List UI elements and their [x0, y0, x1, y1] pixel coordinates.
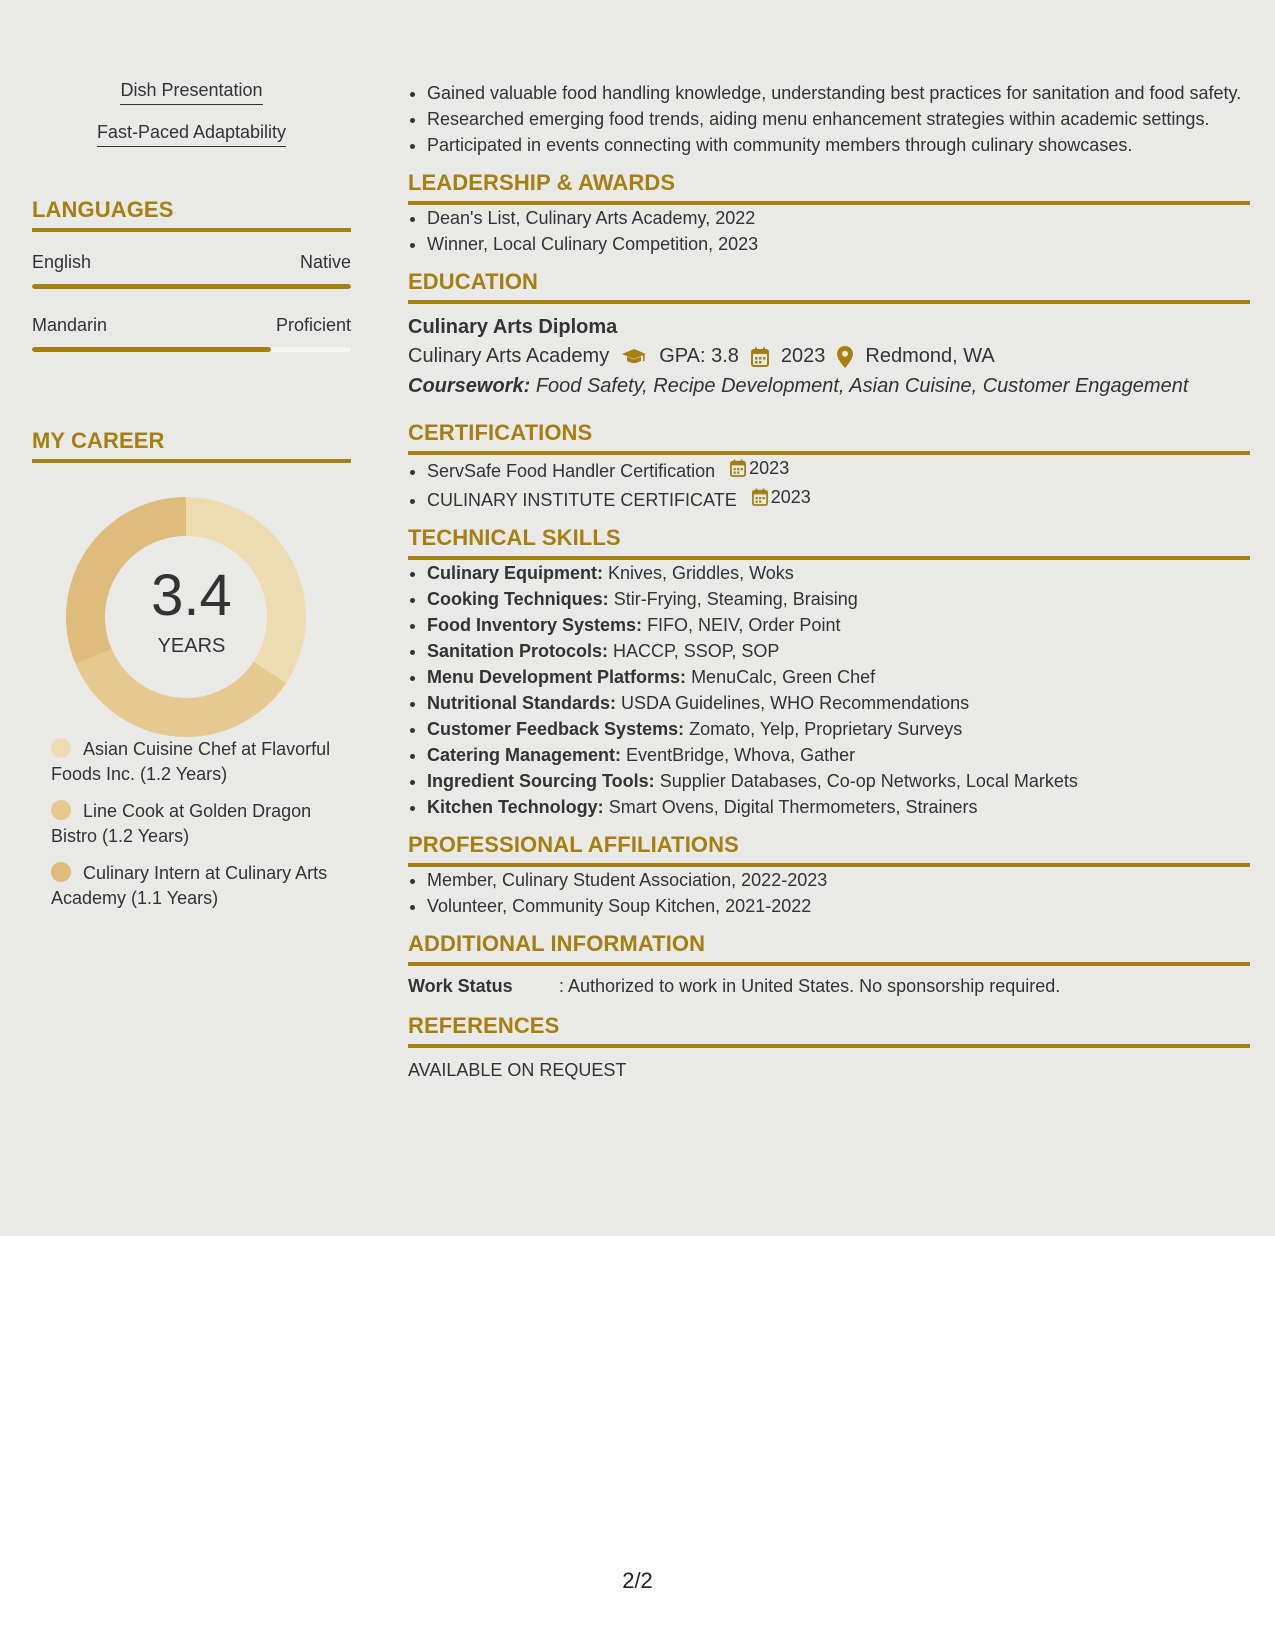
- education-year: 2023: [780, 345, 826, 367]
- skill-label: Kitchen Technology:: [427, 797, 604, 817]
- list-item: [427, 586, 1250, 612]
- main-content: [408, 80, 1250, 1081]
- skill-value: Stir-Frying, Steaming, Braising: [613, 589, 858, 609]
- language-row: [32, 315, 351, 336]
- skill-tag: Fast-Paced Adaptability: [97, 122, 286, 147]
- legend-dot: [51, 800, 71, 820]
- skill-label: Sanitation Protocols:: [427, 641, 609, 661]
- calendar-icon: [752, 488, 768, 506]
- list-item: [427, 560, 1250, 586]
- list-item: [427, 638, 1250, 664]
- education-gpa: GPA: 3.8: [659, 345, 739, 367]
- technical-skills-list: [408, 560, 1250, 820]
- calendar-icon: [751, 347, 769, 367]
- career-legend: [32, 737, 351, 911]
- career-total: 3.4: [151, 563, 232, 628]
- certification-name: CULINARY INSTITUTE CERTIFICATE: [427, 490, 737, 510]
- skill-value: FIFO, NEIV, Order Point: [647, 615, 841, 635]
- list-item: [427, 742, 1250, 768]
- list-item: [427, 484, 1250, 513]
- language-level: Native: [299, 252, 351, 272]
- legend-dot: [51, 862, 71, 882]
- career-donut: [32, 497, 351, 737]
- certifications-heading: CERTIFICATIONS: [408, 420, 1250, 455]
- language-bar-fill: [32, 347, 271, 352]
- skill-label: Ingredient Sourcing Tools:: [427, 771, 655, 791]
- language-name: English: [32, 252, 92, 272]
- graduation-cap-icon: [621, 348, 647, 366]
- skill-tags: [32, 80, 351, 164]
- legend-dot: [51, 738, 71, 758]
- skill-label: Nutritional Standards:: [427, 693, 617, 713]
- skill-label: Menu Development Platforms:: [427, 667, 687, 687]
- education-degree: Culinary Arts Diploma: [408, 316, 618, 338]
- calendar-icon: [730, 459, 746, 477]
- skill-value: Smart Ovens, Digital Thermometers, Strainers: [608, 797, 978, 817]
- list-item: [427, 768, 1250, 794]
- certification-year: 2023: [749, 458, 790, 478]
- list-item: • Dean's List, Culinary Arts Academy, 2022: [427, 205, 1250, 231]
- career-legend-item: [51, 799, 331, 849]
- list-item: • Volunteer, Community Soup Kitchen, 2021-2022: [427, 893, 1250, 919]
- list-item: [427, 690, 1250, 716]
- skill-label: Catering Management:: [427, 745, 622, 765]
- references-text: AVAILABLE ON REQUEST: [408, 1060, 627, 1080]
- career-heading: MY CAREER: [32, 428, 351, 463]
- list-item: [427, 612, 1250, 638]
- skill-value: EventBridge, Whova, Gather: [626, 745, 856, 765]
- skill-value: Supplier Databases, Co-op Networks, Local Markets: [659, 771, 1078, 791]
- languages-heading: LANGUAGES: [32, 197, 351, 232]
- work-status-label: Work Status: [408, 976, 513, 996]
- certifications-list: [408, 455, 1250, 513]
- education-heading: EDUCATION: [408, 269, 1250, 304]
- list-item: • Winner, Local Culinary Competition, 2023: [427, 231, 1250, 257]
- language-row: [32, 252, 351, 273]
- language-name: Mandarin: [32, 315, 108, 335]
- work-status-value: : Authorized to work in United States. No sponsorship required.: [559, 976, 1061, 996]
- technical-skills-heading: TECHNICAL SKILLS: [408, 525, 1250, 560]
- skill-label: Food Inventory Systems:: [427, 615, 643, 635]
- list-item: [427, 455, 1250, 484]
- certification-year: 2023: [770, 487, 811, 507]
- education-coursework: [408, 375, 1250, 398]
- career-legend-label: Culinary Intern at Culinary Arts Academy (1.1 Years): [51, 863, 328, 908]
- education-school: Culinary Arts Academy: [408, 345, 610, 367]
- career-unit: YEARS: [157, 635, 226, 657]
- list-item: [427, 794, 1250, 820]
- career-legend-label: Asian Cuisine Chef at Flavorful Foods Inc. (1.2 Years): [51, 739, 331, 784]
- experience-bullets: [408, 80, 1250, 158]
- skill-label: Cooking Techniques:: [427, 589, 609, 609]
- list-item: • Researched emerging food trends, aiding menu enhancement strategies within academic settings.: [427, 106, 1250, 132]
- list-item: • Gained valuable food handling knowledge, understanding best practices for sanitation and food safety.: [427, 80, 1250, 106]
- work-status-row: [408, 976, 1250, 997]
- references-heading: REFERENCES: [408, 1013, 1250, 1048]
- affiliations-heading: PROFESSIONAL AFFILIATIONS: [408, 832, 1250, 867]
- location-pin-icon: [837, 346, 853, 368]
- list-item: • Participated in events connecting with community members through culinary showcases.: [427, 132, 1250, 158]
- skill-label: Customer Feedback Systems:: [427, 719, 685, 739]
- list-item: [427, 664, 1250, 690]
- leadership-heading: LEADERSHIP & AWARDS: [408, 170, 1250, 205]
- skill-value: MenuCalc, Green Chef: [691, 667, 876, 687]
- additional-info-heading: ADDITIONAL INFORMATION: [408, 931, 1250, 966]
- language-bar: [32, 284, 351, 289]
- leadership-list: [408, 205, 1250, 257]
- skill-value: USDA Guidelines, WHO Recommendations: [621, 693, 970, 713]
- skill-label: Culinary Equipment:: [427, 563, 604, 583]
- certification-name: ServSafe Food Handler Certification: [427, 461, 716, 481]
- page-number: 2/2: [622, 1568, 653, 1593]
- career-legend-item: [51, 737, 331, 787]
- education-location: Redmond, WA: [865, 345, 995, 367]
- language-bar: [32, 347, 351, 352]
- education-details: [408, 345, 1250, 368]
- language-bar-fill: [32, 284, 351, 289]
- sidebar: [32, 80, 351, 923]
- coursework-value: Food Safety, Recipe Development, Asian Cuisine, Customer Engagement: [535, 375, 1189, 397]
- language-level: Proficient: [275, 315, 351, 335]
- skill-tag: Dish Presentation: [120, 80, 262, 105]
- skill-value: Zomato, Yelp, Proprietary Surveys: [689, 719, 963, 739]
- list-item: [427, 716, 1250, 742]
- career-legend-item: [51, 861, 331, 911]
- skill-value: HACCP, SSOP, SOP: [613, 641, 780, 661]
- coursework-label: Coursework:: [408, 375, 531, 397]
- skill-value: Knives, Griddles, Woks: [608, 563, 794, 583]
- affiliations-list: [408, 867, 1250, 919]
- list-item: • Member, Culinary Student Association, 2022-2023: [427, 867, 1250, 893]
- career-legend-label: Line Cook at Golden Dragon Bistro (1.2 Years): [51, 801, 312, 846]
